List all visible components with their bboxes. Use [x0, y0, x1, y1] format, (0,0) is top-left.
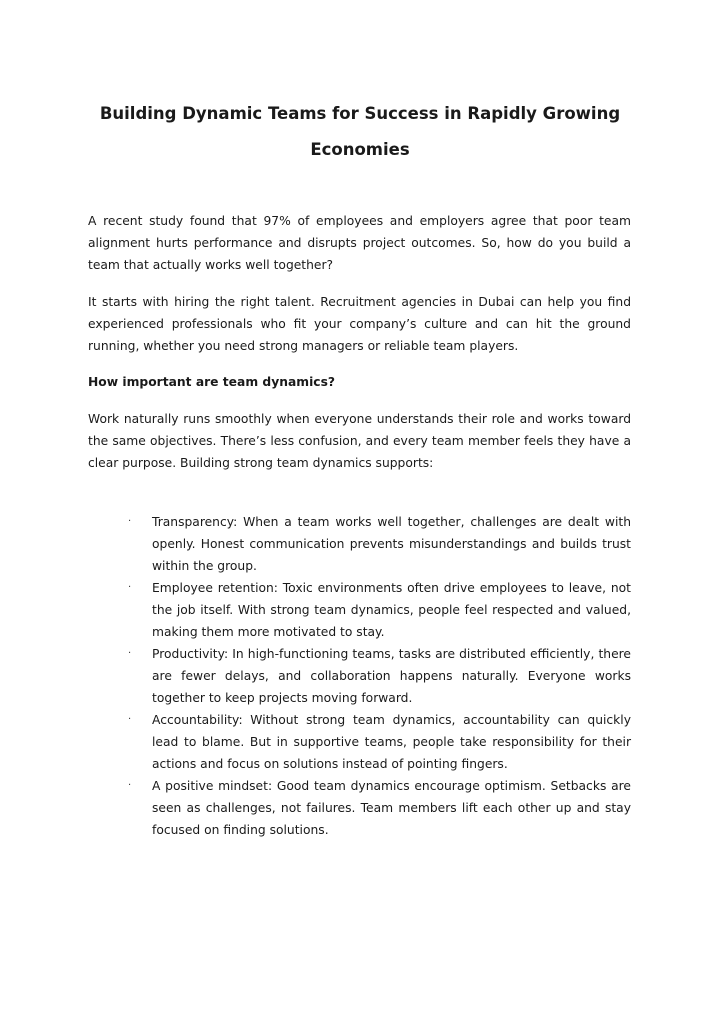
list-item-text: A positive mindset: Good team dynamics encourage optimism. Setbacks are seen as challenges, not failures. Team members lift each other up and stay focused on finding solutions.	[152, 779, 631, 837]
bullet-marker: ·	[128, 780, 132, 791]
list-item	[128, 577, 631, 643]
list-item	[128, 511, 631, 577]
intro-paragraph: A recent study found that 97% of employees and employers agree that poor team alignment hurts performance and disrupts project outcomes. So, how do you build a team that actually works well together?	[88, 214, 631, 272]
list-item	[128, 709, 631, 775]
list-item	[128, 643, 631, 709]
hiring-paragraph: It starts with hiring the right talent. Recruitment agencies in Dubai can help you find experienced professionals who fit your company’s culture and can hit the ground running, whether you need strong managers or reliable team players.	[88, 295, 631, 353]
list-item-text: Accountability: Without strong team dynamics, accountability can quickly lead to blame. But in supportive teams, people take responsibility for their actions and focus on solutions instead of pointing fingers.	[152, 713, 631, 771]
list-item	[128, 775, 631, 841]
bullet-marker: ·	[128, 516, 132, 527]
bullet-marker: ·	[128, 582, 132, 593]
list-item-text: Productivity: In high-functioning teams, tasks are distributed efficiently, there are fewer delays, and collaboration happens naturally. Everyone works together to keep projects moving forward.	[152, 647, 631, 705]
benefits-list	[128, 511, 631, 841]
section-heading: How important are team dynamics?	[88, 375, 336, 389]
bullet-marker: ·	[128, 714, 132, 725]
document-title: Building Dynamic Teams for Success in Rapidly Growing Economies	[99, 104, 621, 159]
list-item-text: Employee retention: Toxic environments often drive employees to leave, not the job itself. With strong team dynamics, people feel respected and valued, making them more motivated to stay.	[152, 581, 631, 639]
list-item-text: Transparency: When a team works well together, challenges are dealt with openly. Honest communication prevents misunderstandings and builds trust within the group.	[152, 515, 631, 573]
bullet-marker: ·	[128, 648, 132, 659]
section-intro-paragraph: Work naturally runs smoothly when everyone understands their role and works toward the same objectives. There’s less confusion, and every team member feels they have a clear purpose. Building strong team dynamics supports:	[88, 412, 631, 470]
